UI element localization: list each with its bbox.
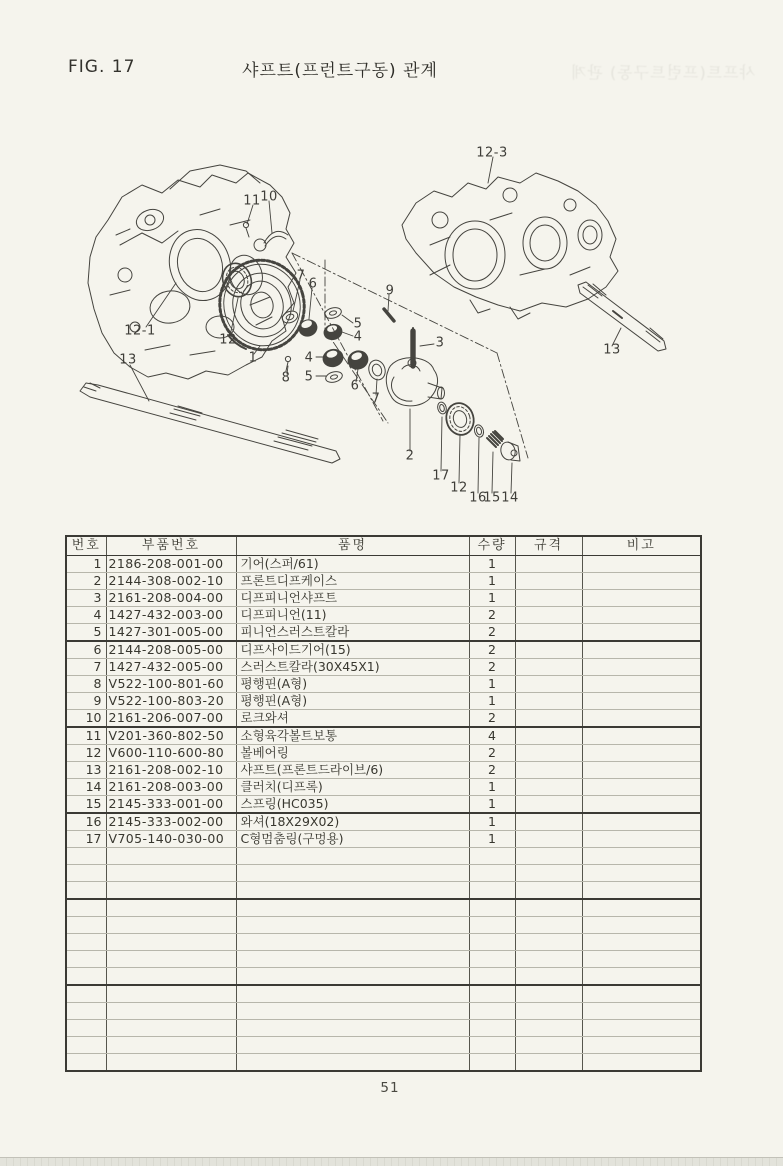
cell-name	[236, 847, 469, 864]
cell-name	[236, 1019, 469, 1036]
cell-qty: 2	[469, 658, 515, 675]
cell-qty	[469, 1053, 515, 1071]
part-row-4	[66, 606, 701, 623]
part-callout-6: 6	[350, 378, 360, 394]
part-callout-8: 8	[281, 370, 291, 386]
cell-spec	[515, 1019, 582, 1036]
cell-note	[582, 1053, 701, 1071]
cell-spec	[515, 864, 582, 881]
cell-no: 15	[66, 795, 106, 813]
cell-qty	[469, 847, 515, 864]
part-row-15	[66, 795, 701, 813]
empty-row	[66, 916, 701, 933]
cell-note	[582, 555, 701, 572]
cell-note	[582, 709, 701, 727]
empty-row	[66, 933, 701, 950]
empty-row	[66, 864, 701, 881]
cell-note	[582, 572, 701, 589]
empty-row	[66, 1002, 701, 1019]
cell-note	[582, 727, 701, 745]
cell-part_no: 2161-206-007-00	[106, 709, 236, 727]
cell-note	[582, 795, 701, 813]
cell-part_no: 2186-208-001-00	[106, 555, 236, 572]
cell-part_no	[106, 1002, 236, 1019]
cell-name: 클러치(디프록)	[236, 778, 469, 795]
cell-no: 6	[66, 641, 106, 659]
part-row-11	[66, 727, 701, 745]
cell-spec	[515, 555, 582, 572]
column-header-2: 품명	[236, 536, 469, 555]
cell-part_no: V705-140-030-00	[106, 830, 236, 847]
cell-spec	[515, 709, 582, 727]
column-header-5: 비고	[582, 536, 701, 555]
cell-qty	[469, 1019, 515, 1036]
parts-table	[65, 535, 702, 1072]
empty-row	[66, 1036, 701, 1053]
cell-qty: 1	[469, 589, 515, 606]
cell-name: 소형육각볼트보통	[236, 727, 469, 745]
cell-part_no: 1427-432-003-00	[106, 606, 236, 623]
cell-no: 3	[66, 589, 106, 606]
part-callout-2: 2	[405, 448, 415, 464]
cell-spec	[515, 589, 582, 606]
cell-qty	[469, 899, 515, 917]
cell-no	[66, 847, 106, 864]
column-header-4: 규격	[515, 536, 582, 555]
column-header-1: 부품번호	[106, 536, 236, 555]
part-callout-1: 1	[248, 350, 258, 366]
cell-name	[236, 950, 469, 967]
cell-spec	[515, 692, 582, 709]
part-row-9	[66, 692, 701, 709]
cell-name: 피니언스러스트칼라	[236, 623, 469, 641]
cell-part_no	[106, 864, 236, 881]
cell-note	[582, 658, 701, 675]
cell-note	[582, 692, 701, 709]
cell-qty: 1	[469, 572, 515, 589]
cell-spec	[515, 606, 582, 623]
part-row-6	[66, 641, 701, 659]
cell-note	[582, 1002, 701, 1019]
cell-qty	[469, 864, 515, 881]
column-header-0: 번호	[66, 536, 106, 555]
cell-name: 평행핀(A형)	[236, 692, 469, 709]
cell-part_no	[106, 1019, 236, 1036]
cell-no	[66, 1036, 106, 1053]
part-callout-7: 7	[371, 391, 381, 407]
cell-note	[582, 899, 701, 917]
part-callout-12: 12	[219, 332, 237, 348]
cell-note	[582, 589, 701, 606]
cell-part_no	[106, 1053, 236, 1071]
cell-note	[582, 675, 701, 692]
cell-part_no: V522-100-801-60	[106, 675, 236, 692]
cell-part_no	[106, 985, 236, 1003]
cell-name	[236, 916, 469, 933]
figure-label: FIG. 17	[68, 57, 136, 77]
cell-spec	[515, 744, 582, 761]
cell-no: 14	[66, 778, 106, 795]
empty-row	[66, 899, 701, 917]
part-callout-14: 14	[501, 490, 519, 506]
cell-note	[582, 950, 701, 967]
cell-qty: 2	[469, 709, 515, 727]
front-drive-shaft-left-drawing	[80, 383, 340, 463]
cell-qty: 2	[469, 761, 515, 778]
cell-note	[582, 933, 701, 950]
part-row-2	[66, 572, 701, 589]
part-callout-12: 12	[450, 480, 468, 496]
cell-note	[582, 864, 701, 881]
cell-name	[236, 899, 469, 917]
cell-part_no: 2161-208-003-00	[106, 778, 236, 795]
cell-note	[582, 881, 701, 899]
cell-qty: 2	[469, 641, 515, 659]
cell-no	[66, 1002, 106, 1019]
cell-name: 스프링(HC035)	[236, 795, 469, 813]
cell-spec	[515, 658, 582, 675]
cell-no	[66, 985, 106, 1003]
cell-spec	[515, 1036, 582, 1053]
column-header-3: 수량	[469, 536, 515, 555]
cell-qty: 2	[469, 606, 515, 623]
cell-part_no: 2161-208-002-10	[106, 761, 236, 778]
bleed-through-artifact: 샤프트(프런트구동) 관계	[569, 63, 755, 82]
cell-spec	[515, 1002, 582, 1019]
cell-part_no: 2144-208-005-00	[106, 641, 236, 659]
cell-qty: 1	[469, 555, 515, 572]
cell-name: 평행핀(A형)	[236, 675, 469, 692]
cell-part_no: 2145-333-002-00	[106, 813, 236, 831]
cell-name: 프론트디프케이스	[236, 572, 469, 589]
part-row-16	[66, 813, 701, 831]
empty-row	[66, 1019, 701, 1036]
cell-part_no	[106, 950, 236, 967]
cell-name	[236, 933, 469, 950]
cell-no	[66, 864, 106, 881]
part-row-14	[66, 778, 701, 795]
part-callout-5: 5	[304, 369, 314, 385]
cell-no: 11	[66, 727, 106, 745]
cell-qty	[469, 950, 515, 967]
cell-note	[582, 1019, 701, 1036]
cell-spec	[515, 1053, 582, 1071]
cell-note	[582, 813, 701, 831]
cell-name: C형멈춤링(구멍용)	[236, 830, 469, 847]
cell-note	[582, 985, 701, 1003]
part-callout-4: 4	[304, 350, 314, 366]
cell-name	[236, 967, 469, 985]
part-callout-10: 10	[260, 189, 278, 205]
cell-no: 2	[66, 572, 106, 589]
cell-note	[582, 1036, 701, 1053]
cell-spec	[515, 985, 582, 1003]
diff-case-drawing	[386, 358, 444, 406]
cell-qty	[469, 933, 515, 950]
part-row-17	[66, 830, 701, 847]
cell-part_no: 1427-301-005-00	[106, 623, 236, 641]
empty-row	[66, 847, 701, 864]
part-callout-12-1: 12-1	[124, 323, 156, 339]
cell-qty: 1	[469, 692, 515, 709]
part-callout-9: 9	[385, 283, 395, 299]
ring-gear-drawing	[210, 251, 314, 360]
cell-note	[582, 830, 701, 847]
part-callout-16: 16	[469, 490, 487, 506]
cell-spec	[515, 623, 582, 641]
cell-name: 스러스트칼라(30X45X1)	[236, 658, 469, 675]
empty-row	[66, 1053, 701, 1071]
part-row-8	[66, 675, 701, 692]
cell-note	[582, 916, 701, 933]
cell-name: 샤프트(프론트드라이브/6)	[236, 761, 469, 778]
cell-name: 기어(스퍼/61)	[236, 555, 469, 572]
cell-no	[66, 916, 106, 933]
cell-part_no	[106, 847, 236, 864]
cell-spec	[515, 727, 582, 745]
cell-part_no: 2145-333-001-00	[106, 795, 236, 813]
cell-note	[582, 623, 701, 641]
part-callout-5: 5	[353, 316, 363, 332]
cell-qty	[469, 1036, 515, 1053]
front-drive-shaft-right-drawing	[578, 282, 666, 351]
cell-part_no: V201-360-802-50	[106, 727, 236, 745]
cell-name	[236, 864, 469, 881]
page-title: 샤프트(프런트구동) 관계	[242, 61, 438, 81]
part-callout-6: 6	[308, 276, 318, 292]
cell-no: 4	[66, 606, 106, 623]
pinion-parts-drawing	[243, 222, 413, 384]
cell-no	[66, 881, 106, 899]
cell-qty	[469, 967, 515, 985]
cell-no: 7	[66, 658, 106, 675]
cell-note	[582, 778, 701, 795]
cell-part_no	[106, 1036, 236, 1053]
part-callout-11: 11	[243, 193, 261, 209]
part-callout-13: 13	[119, 352, 137, 368]
cell-name: 로크와셔	[236, 709, 469, 727]
empty-row	[66, 985, 701, 1003]
cell-part_no: 1427-432-005-00	[106, 658, 236, 675]
cell-part_no	[106, 967, 236, 985]
cell-qty: 2	[469, 623, 515, 641]
cell-spec	[515, 830, 582, 847]
cell-part_no	[106, 916, 236, 933]
parts-table-header	[66, 536, 701, 555]
left-housing-drawing	[88, 165, 296, 379]
exploded-parts-diagram	[50, 125, 730, 525]
part-callout-15: 15	[483, 490, 501, 506]
right-stack-drawing	[436, 400, 520, 461]
cell-name: 볼베어링	[236, 744, 469, 761]
empty-row	[66, 881, 701, 899]
cell-spec	[515, 950, 582, 967]
cell-no: 5	[66, 623, 106, 641]
part-row-13	[66, 761, 701, 778]
cell-part_no	[106, 881, 236, 899]
part-callout-17: 17	[432, 468, 450, 484]
cell-name	[236, 985, 469, 1003]
cell-qty: 1	[469, 675, 515, 692]
cell-spec	[515, 967, 582, 985]
cell-qty	[469, 1002, 515, 1019]
empty-row	[66, 950, 701, 967]
cell-no: 12	[66, 744, 106, 761]
cell-no: 8	[66, 675, 106, 692]
cell-name: 와셔(18X29X02)	[236, 813, 469, 831]
cell-spec	[515, 761, 582, 778]
cell-no: 17	[66, 830, 106, 847]
cell-no	[66, 950, 106, 967]
cell-note	[582, 606, 701, 623]
cell-qty: 4	[469, 727, 515, 745]
cell-part_no: V600-110-600-80	[106, 744, 236, 761]
cell-no	[66, 1019, 106, 1036]
part-callout-7: 7	[296, 268, 306, 284]
page-bottom-scan-edge	[0, 1157, 783, 1166]
cell-name: 디프사이드기어(15)	[236, 641, 469, 659]
part-row-12	[66, 744, 701, 761]
part-row-1	[66, 555, 701, 572]
cell-spec	[515, 881, 582, 899]
cell-no	[66, 933, 106, 950]
cell-qty	[469, 916, 515, 933]
part-row-7	[66, 658, 701, 675]
cell-name: 디프피니언샤프트	[236, 589, 469, 606]
cell-name	[236, 1036, 469, 1053]
cell-no	[66, 967, 106, 985]
cell-qty: 1	[469, 778, 515, 795]
cell-part_no: 2144-308-002-10	[106, 572, 236, 589]
cell-part_no	[106, 933, 236, 950]
cell-spec	[515, 778, 582, 795]
cell-no: 10	[66, 709, 106, 727]
empty-row	[66, 967, 701, 985]
cell-no: 1	[66, 555, 106, 572]
cell-spec	[515, 916, 582, 933]
cell-qty: 1	[469, 830, 515, 847]
cell-spec	[515, 813, 582, 831]
cell-spec	[515, 641, 582, 659]
part-callout-12-3: 12-3	[476, 145, 508, 161]
part-row-3	[66, 589, 701, 606]
part-row-5	[66, 623, 701, 641]
cell-part_no: 2161-208-004-00	[106, 589, 236, 606]
cell-note	[582, 847, 701, 864]
cell-no: 16	[66, 813, 106, 831]
cell-note	[582, 641, 701, 659]
part-callout-4: 4	[353, 329, 363, 345]
cell-note	[582, 967, 701, 985]
cell-no: 9	[66, 692, 106, 709]
cell-no	[66, 1053, 106, 1071]
part-callout-13: 13	[603, 342, 621, 358]
cell-part_no	[106, 899, 236, 917]
diagram-line-art	[50, 125, 730, 525]
part-row-10	[66, 709, 701, 727]
cell-name: 디프피니언(11)	[236, 606, 469, 623]
cell-qty: 1	[469, 795, 515, 813]
cell-no	[66, 899, 106, 917]
cell-spec	[515, 899, 582, 917]
cell-name	[236, 881, 469, 899]
page-number: 51	[380, 1080, 400, 1096]
cell-qty	[469, 985, 515, 1003]
cell-note	[582, 761, 701, 778]
cell-spec	[515, 795, 582, 813]
cell-qty	[469, 881, 515, 899]
cell-spec	[515, 933, 582, 950]
cell-qty: 1	[469, 813, 515, 831]
cell-spec	[515, 675, 582, 692]
leader-lines	[130, 157, 621, 493]
cell-spec	[515, 847, 582, 864]
cell-part_no: V522-100-803-20	[106, 692, 236, 709]
cell-note	[582, 744, 701, 761]
cell-no: 13	[66, 761, 106, 778]
cell-qty: 2	[469, 744, 515, 761]
cell-spec	[515, 572, 582, 589]
cell-name	[236, 1002, 469, 1019]
part-callout-3: 3	[435, 335, 445, 351]
cell-name	[236, 1053, 469, 1071]
